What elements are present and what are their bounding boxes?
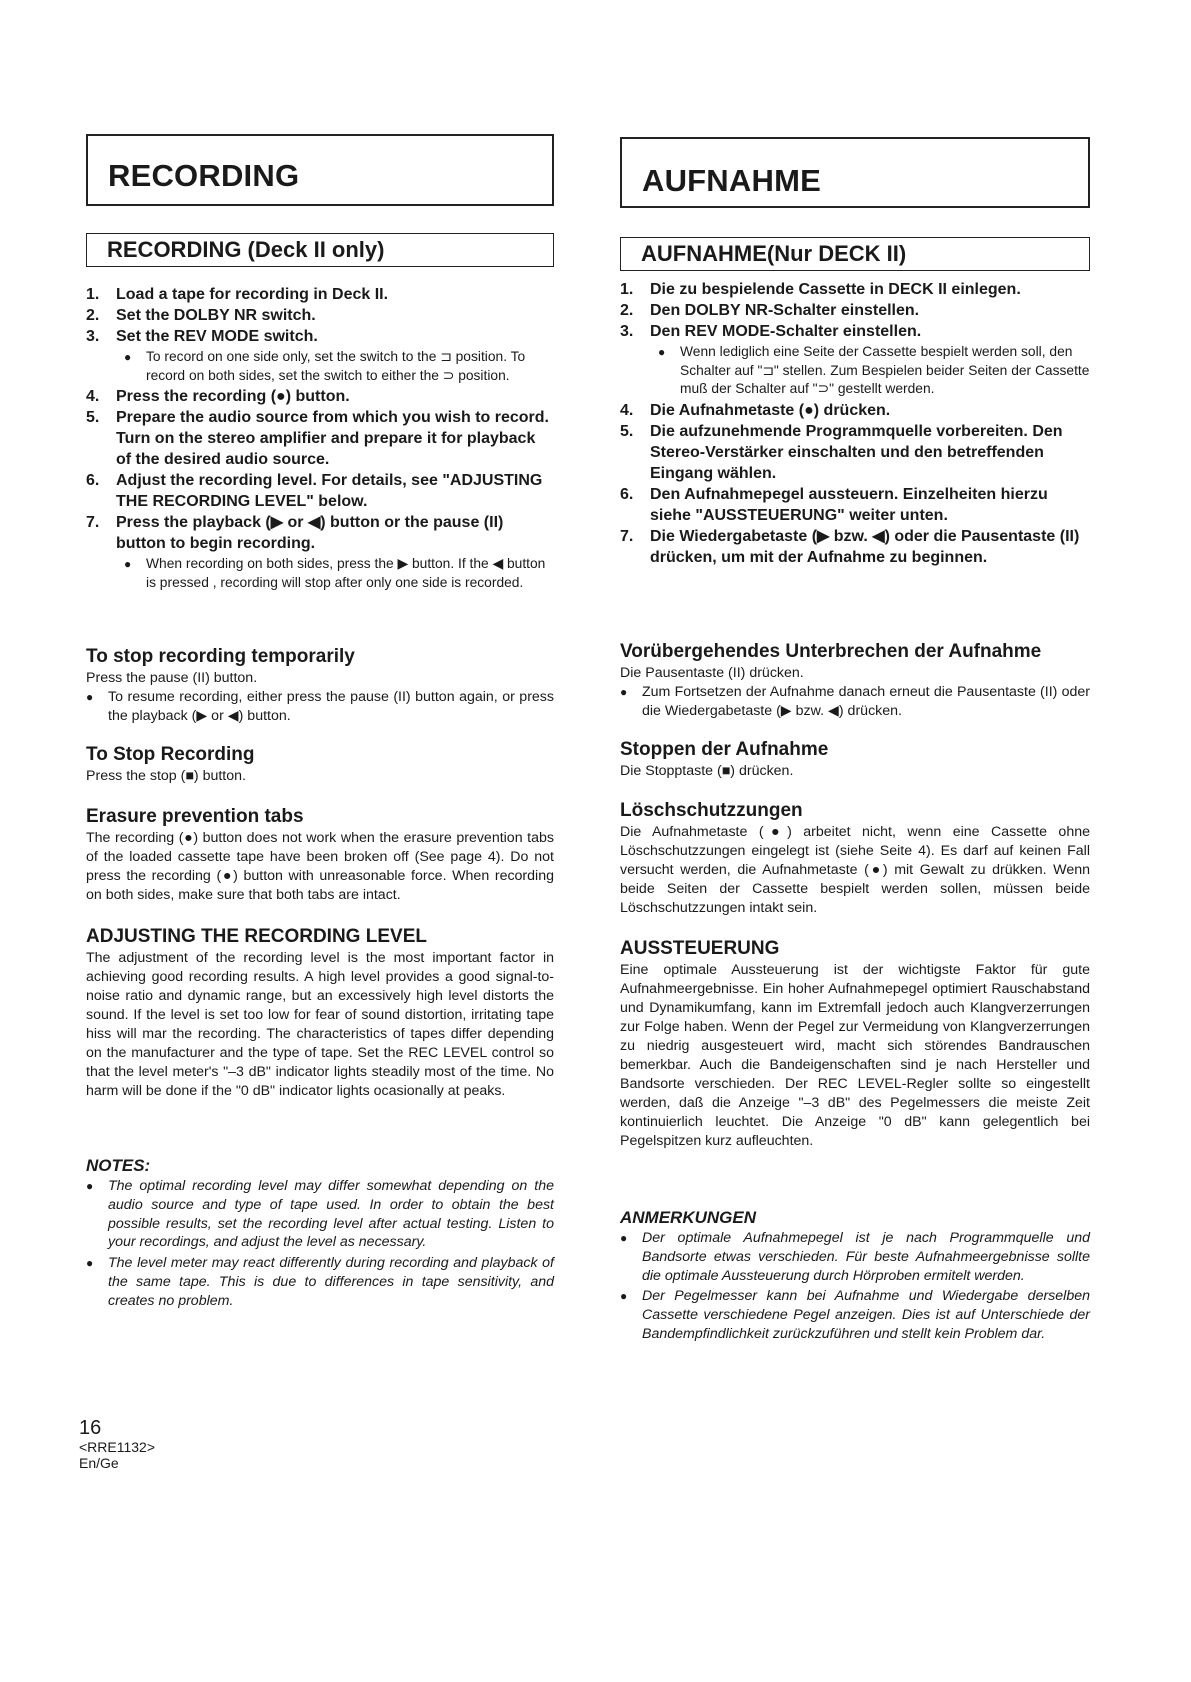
step-item: 4. Press the recording (●) button. [86,388,350,405]
language-code: En/Ge [79,1455,119,1471]
note-item: ● Der optimale Aufnahmepegel ist je nach Programmquelle und Bandsorte etwas verschieden. Für beste Aufnahmeergebnisse sollte die optimale Aussteuerung durch Hörproben ermitelt werden. [620,1230,1090,1284]
notes-heading: ANMERKUNGEN [620,1208,756,1227]
note-item: ● Der Pegelmesser kann bei Aufnahme und Wiedergabe derselben Cassette verschiedene Pegel anzeigen. Dies ist auf Unterschiede der Bandempfindlichkeit zurückzuführen und stellt kein Problem dar. [620,1288,1090,1342]
section-bullet: ● Zum Fortsetzen der Aufnahme danach erneut die Pausentaste (II) oder die Wiedergabetaste (▶ bzw. ◀) drücken. [620,684,1090,719]
notes-section [620,1207,1090,1346]
step-item: 5. Prepare the audio source from which you wish to record. Turn on the stereo amplifier and prepare it for playback of the desired audio source. [86,409,549,468]
section-heading: Erasure prevention tabs [86,806,304,827]
section-subtitle: AUFNAHME(Nur DECK II) [641,241,907,266]
notes-section [86,1155,554,1313]
section-text: Die Pausentaste (II) drücken. [620,665,804,681]
title-box [86,134,554,206]
section-subtitle: RECORDING (Deck II only) [107,237,385,262]
section-heading: To Stop Recording [86,744,255,765]
step-item: 3. Den REV MODE-Schalter einstellen. ● Wenn lediglich eine Seite der Cassette bespielt werden soll, den Schalter auf "⊐" stellen. Zum Bespielen beider Seiten der Cassette muß der Schalter auf "⊃" gestellt werden. [620,321,1090,399]
page-footer [79,1417,155,1471]
step-item: 6. Den Aufnahmepegel aussteuern. Einzelheiten hierzu siehe "AUSSTEUERUNG" weiter unten. [620,485,1048,524]
steps-block [620,279,1090,568]
step-item: 1. Die zu bespielende Cassette in DECK II einlegen. [620,281,1021,298]
section-text: Press the stop (■) button. [86,768,246,784]
step-list [620,279,1090,568]
section-text: Press the pause (II) button. [86,670,258,686]
section-text: The recording (●) button does not work when the erasure prevention tabs of the loaded cassette tape have been broken off (See page 4). Do not press the recording (●) button with unreasonable force. When recording on both sides, make sure that both tabs are intact. [86,830,554,903]
section-text: Die Stopptaste (■) drücken. [620,763,794,779]
document-code: <RRE1132> [79,1439,156,1455]
step-item: 4. Die Aufnahmetaste (●) drücken. [620,401,891,419]
notes-heading: NOTES: [86,1156,151,1175]
page-number: 16 [79,1417,102,1439]
section-bullet: ● To resume recording, either press the pause (II) button again, or press the playback (▶ or ◀) button. [86,689,554,724]
step-bullet: ● When recording on both sides, press the ▶ button. If the ◀ button is pressed , recording will stop after only one side is recorded. [124,556,546,590]
subtitle-box [86,233,554,267]
section-heading: Vorübergehendes Unterbrechen der Aufnahme [620,641,1042,662]
adjusting-section [86,925,554,1101]
note-item: ● The optimal recording level may differ somewhat depending on the audio source and type of tape used. In order to obtain the best possible results, set the recording level after actual testing. Listen to your recordings, and adjust the level as necessary. [86,1178,554,1251]
section-text: Eine optimale Aussteuerung ist der wichtigste Faktor für gute Aufnahmeergebnisse. Ein hoher Aufnahmepegel optimiert Rauschabstand und Dynamikumfang, kann im Extremfall jedoch auch Klangverzerrungen zur Folge haben. Wenn der Pegel zur Vermeidung von Klangverzerrungen zu niedrig ausgesteuert wird, macht sich störendes Bandrauschen bemerkbar. Auch die Bandeigenschaften sind je nach Hersteller und Bandsorte verschieden. Der REC LEVEL-Regler sollte so eingestellt werden, daß die Anzeige "–3 dB" des Pegelmessers die meiste Zeit kontinuierlich leuchtet. Die Anzeige "0 dB" kann gelegentlich bei Pegelspitzen kurz aufleuchten. [620,962,1090,1149]
step-item: 2. Den DOLBY NR-Schalter einstellen. [620,302,920,319]
section-heading: To stop recording temporarily [86,646,355,667]
step-item: 3. Set the REV MODE switch. ● To record on one side only, set the switch to the ⊐ position. To record on both sides, set the switch to either the ⊃ position. [86,326,554,385]
section-text: The adjustment of the recording level is the most important factor in achieving good recording results. A high level provides a good signal-to-noise ratio and dynamic range, but an excessively high level distorts the sound. If the level is set too low for fear of sound distortion, irritating tape hiss will mar the recording. The characteristics of tapes differ depending on the manufacturer and the type of tape. Set the REC LEVEL control so that the level meter's "–3 dB" indicator lights steadily most of the time. No harm will be done if the "0 dB" indicator lights ocasionally at peaks. [86,950,554,1099]
section-text: Die Aufnahmetaste (●) arbeitet nicht, wenn eine Cassette ohne Löschschutzzungen eingelegt ist (siehe Seite 4). Es darf auf keinen Fall versucht werden, die Aufnahmetaste (●) mit Gewalt zu drükken. Wenn beide Seiten der Cassette bespielt werden sollen, müssen beide Löschschutzzungen intakt sein. [620,824,1090,916]
title-box [620,137,1090,208]
steps-block [86,284,554,593]
section-heading: ADJUSTING THE RECORDING LEVEL [86,926,427,947]
erasure-section [86,805,554,905]
step-item: 7. Die Wiedergabetaste (▶ bzw. ◀) oder die Pausentaste (II) drücken, um mit der Aufnahme zu beginnen. [620,527,1080,566]
section-heading: Stoppen der Aufnahme [620,739,829,760]
stop-section [620,738,1090,781]
page-title: RECORDING [108,158,300,193]
section-heading: Löschschutzzungen [620,800,803,821]
step-bullet: ● Wenn lediglich eine Seite der Cassette bespielt werden soll, den Schalter auf "⊐" stellen. Zum Bespielen beider Seiten der Cassette muß der Schalter auf "⊃" gestellt werden. [658,344,1090,396]
step-bullet: ● To record on one side only, set the switch to the ⊐ position. To record on both sides, set the switch to either the ⊃ position. [124,349,526,383]
step-item: 1. Load a tape for recording in Deck II. [86,286,389,303]
page-title: AUFNAHME [642,163,821,198]
section-heading: AUSSTEUERUNG [620,938,780,959]
stop-section [86,743,554,786]
step-list [86,284,554,592]
step-item: 2. Set the DOLBY NR switch. [86,307,316,324]
step-item: 5. Die aufzunehmende Programmquelle vorbereiten. Den Stereo-Verstärker einschalten und den betreffenden Eingang wählen. [620,422,1063,482]
note-item: ● The level meter may react differently during recording and playback of the same tape. This is due to differences in tape sensitivity, and creates no problem. [86,1255,554,1309]
step-item: 6. Adjust the recording level. For details, see "ADJUSTING THE RECORDING LEVEL" below. [86,472,543,510]
subtitle-box [620,237,1090,271]
adjusting-section [620,937,1090,1151]
step-item: 7. Press the playback (▶ or ◀) button or the pause (II) button to begin recording. ● When recording on both sides, press the ▶ button. If the ◀ button is pressed , recording will stop after only one side is recorded. [86,512,554,592]
stop-temporarily-section [620,640,1090,721]
erasure-section [620,799,1090,918]
stop-temporarily-section [86,645,554,726]
